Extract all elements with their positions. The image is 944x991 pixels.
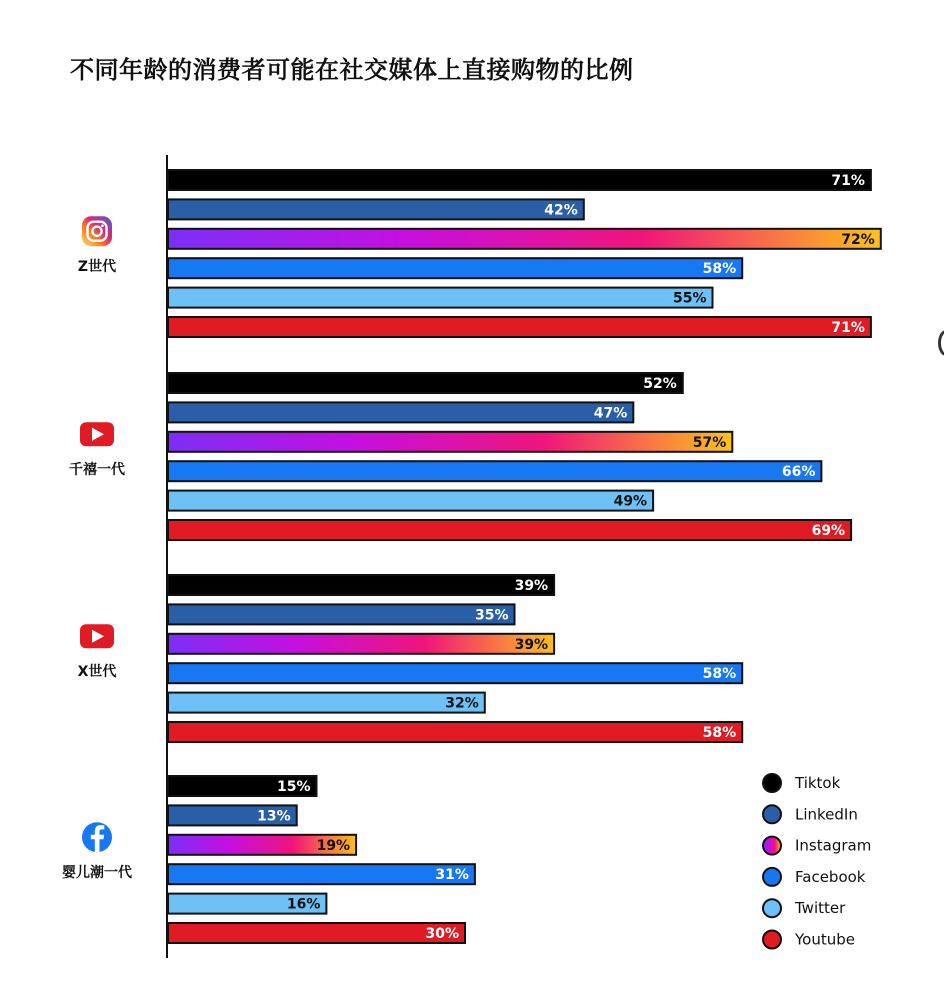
legend-item bbox=[763, 774, 841, 792]
category-label: Z世代 bbox=[77, 259, 117, 276]
facebook-icon bbox=[82, 822, 112, 852]
bar-facebook bbox=[168, 258, 742, 278]
bar-youtube bbox=[168, 520, 851, 540]
youtube-icon bbox=[80, 422, 114, 446]
bar-value-label: 13% bbox=[257, 808, 291, 825]
bar-value-label: 72% bbox=[841, 231, 875, 248]
bar-value-label: 35% bbox=[474, 607, 509, 624]
bar-tiktok bbox=[168, 170, 871, 190]
bar-value-label: 58% bbox=[702, 725, 737, 741]
legend-label: Instagram bbox=[795, 836, 872, 855]
bar-value-label: 15% bbox=[276, 779, 311, 795]
legend-label: Youtube bbox=[795, 930, 855, 949]
bar-facebook bbox=[168, 461, 821, 481]
legend-label: Twitter bbox=[795, 899, 846, 918]
bar-value-label: 47% bbox=[593, 405, 628, 422]
category-label: 千禧一代 bbox=[69, 462, 125, 479]
bar-value-label: 49% bbox=[613, 493, 648, 510]
bar-youtube bbox=[168, 923, 465, 943]
legend-item bbox=[763, 931, 855, 949]
bar-value-label: 19% bbox=[316, 837, 351, 854]
bar-value-label: 42% bbox=[544, 202, 578, 219]
legend-swatch bbox=[763, 899, 781, 917]
bar-value-label: 58% bbox=[702, 666, 737, 683]
category-label: 婴儿潮一代 bbox=[62, 865, 132, 882]
chart-title: 不同年龄的消费者可能在社交媒体上直接购物的比例 bbox=[70, 56, 634, 84]
bar-linkedin bbox=[168, 604, 515, 624]
bar-linkedin bbox=[168, 199, 584, 219]
legend-swatch bbox=[763, 774, 781, 792]
bar-value-label: 30% bbox=[425, 926, 459, 942]
bar-value-label: 66% bbox=[781, 464, 816, 481]
bar-value-label: 71% bbox=[831, 320, 865, 336]
bar-value-label: 69% bbox=[811, 523, 846, 539]
legend-item bbox=[763, 805, 858, 823]
legend-swatch bbox=[763, 931, 781, 949]
bar-youtube bbox=[168, 317, 871, 337]
category-label: X世代 bbox=[77, 664, 117, 681]
bar-value-label: 39% bbox=[514, 636, 549, 653]
legend bbox=[763, 774, 871, 949]
bar-facebook bbox=[168, 864, 475, 884]
bar-value-label: 31% bbox=[435, 867, 469, 884]
bar-value-label: 55% bbox=[672, 290, 707, 307]
youtube-icon bbox=[80, 624, 114, 648]
bar-twitter bbox=[168, 288, 713, 308]
legend-item bbox=[763, 868, 866, 886]
bar-twitter bbox=[168, 491, 653, 511]
legend-item bbox=[763, 837, 871, 855]
bar-twitter bbox=[168, 693, 485, 713]
bar-linkedin bbox=[168, 402, 633, 422]
legend-label: LinkedIn bbox=[795, 805, 858, 824]
bar-youtube bbox=[168, 722, 742, 742]
legend-label: Tiktok bbox=[795, 774, 841, 792]
bar-value-label: 16% bbox=[286, 896, 321, 913]
legend-swatch bbox=[763, 805, 781, 823]
bar-tiktok bbox=[168, 373, 683, 393]
bar-facebook bbox=[168, 663, 742, 683]
bar-instagram bbox=[168, 432, 732, 452]
bar-instagram bbox=[168, 634, 554, 654]
bar-value-label: 57% bbox=[692, 434, 727, 451]
bar-value-label: 71% bbox=[831, 173, 865, 189]
bar-value-label: 52% bbox=[643, 376, 677, 392]
bar-value-label: 58% bbox=[702, 261, 737, 278]
instagram-icon bbox=[82, 216, 112, 246]
bar-instagram bbox=[168, 229, 881, 249]
bar-value-label: 32% bbox=[445, 695, 479, 712]
legend-label: Facebook bbox=[795, 867, 866, 886]
legend-swatch bbox=[763, 837, 781, 855]
legend-item bbox=[763, 899, 846, 917]
legend-swatch bbox=[763, 868, 781, 886]
bar-tiktok bbox=[168, 575, 554, 595]
bar-value-label: 39% bbox=[514, 578, 549, 594]
